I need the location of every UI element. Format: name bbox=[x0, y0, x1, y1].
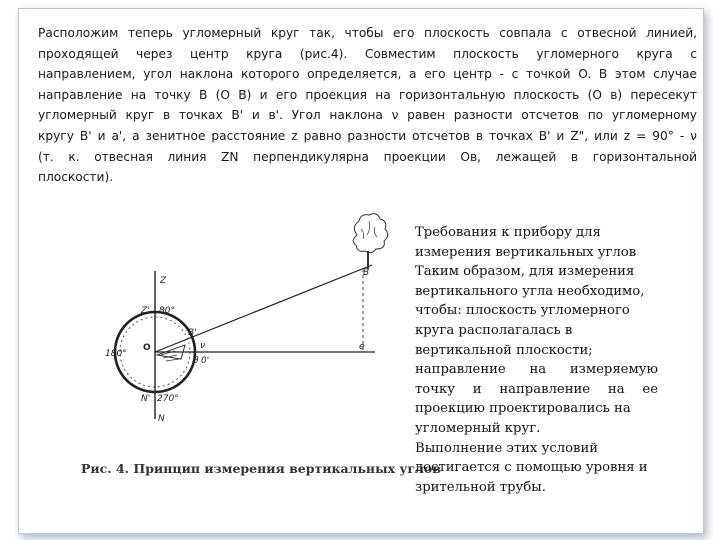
text-line: достигается с помощью уровня и bbox=[415, 460, 648, 476]
diagram bbox=[57, 209, 413, 459]
label-n-prime: N' bbox=[141, 394, 151, 404]
text-line: угломерный круг. bbox=[415, 420, 541, 436]
paragraph-line: угломерный круг в точках B' и в'. Угол наклона ν равен разности отсчетов по угломерному bbox=[38, 108, 697, 123]
text-line: Таким образом, для измерения bbox=[415, 264, 635, 280]
label-0deg: 0' bbox=[201, 356, 210, 366]
figure-vertical-angle-principle bbox=[57, 209, 441, 481]
figure-caption: Рис. 4. Принцип измерения вертикальных углов bbox=[81, 461, 441, 476]
text-line: проекцию проектировались на bbox=[415, 401, 631, 417]
paragraph-line: кругу B' и a', а зенитное расстояние z равно разности отсчетов в точках B' и Z", или z = 90° - ν bbox=[38, 128, 697, 143]
text-line: Выполнение этих условий bbox=[415, 440, 599, 456]
paragraph-line: направлением, угол наклона которого определяется, а его центр - с точкой O. В этом случае bbox=[38, 67, 697, 82]
text-line: зрительной трубы. bbox=[415, 479, 546, 495]
tree-icon bbox=[353, 214, 388, 269]
text-line: вертикального угла необходимо, bbox=[415, 283, 645, 299]
paragraph-line: (т. к. отвесная линия ZN перпендикулярна проекции Ов, лежащей в горизонтальной bbox=[38, 149, 697, 164]
paragraph-line: плоскости). bbox=[38, 170, 114, 185]
text-line: чтобы: плоскость угломерного bbox=[415, 303, 630, 319]
label-theta: θ bbox=[193, 356, 199, 366]
label-270deg: 270° bbox=[157, 394, 179, 404]
text-line: круга располагалась в bbox=[415, 322, 573, 338]
label-180deg: 180° bbox=[105, 349, 127, 359]
text-line: вертикальной плоскости; bbox=[415, 342, 593, 358]
paragraph-line: направление на точку B (O B) и его проекция на горизонтальную плоскость (O в) пересекут bbox=[38, 87, 697, 102]
requirements-text bbox=[415, 223, 658, 497]
text-line: измерения вертикальных углов bbox=[415, 244, 637, 260]
slide bbox=[18, 8, 704, 534]
label-z-prime: Z' bbox=[141, 306, 150, 316]
label-nu: ν bbox=[200, 341, 206, 351]
paragraph-line: Расположим теперь угломерный круг так, чтобы его плоскость совпала с отвесной линией, bbox=[38, 26, 697, 40]
sight-line-ob bbox=[155, 265, 372, 352]
label-80deg: 80° bbox=[159, 306, 175, 316]
label-e: e bbox=[359, 342, 365, 352]
label-b-prime: B' bbox=[188, 328, 197, 338]
text-line: Требования к прибору для bbox=[415, 225, 601, 240]
label-z: Z bbox=[160, 276, 167, 286]
label-b: B bbox=[363, 268, 370, 278]
text-line: точку и направление на ее bbox=[415, 381, 658, 397]
text-line: направление на измеряемую bbox=[415, 362, 658, 378]
label-n: N bbox=[158, 414, 165, 424]
paragraph-line: проходящей через центр круга (рис.4). Совместим плоскость угломерного круга с bbox=[38, 46, 697, 61]
main-paragraph bbox=[38, 23, 697, 188]
label-o: O bbox=[143, 343, 151, 353]
